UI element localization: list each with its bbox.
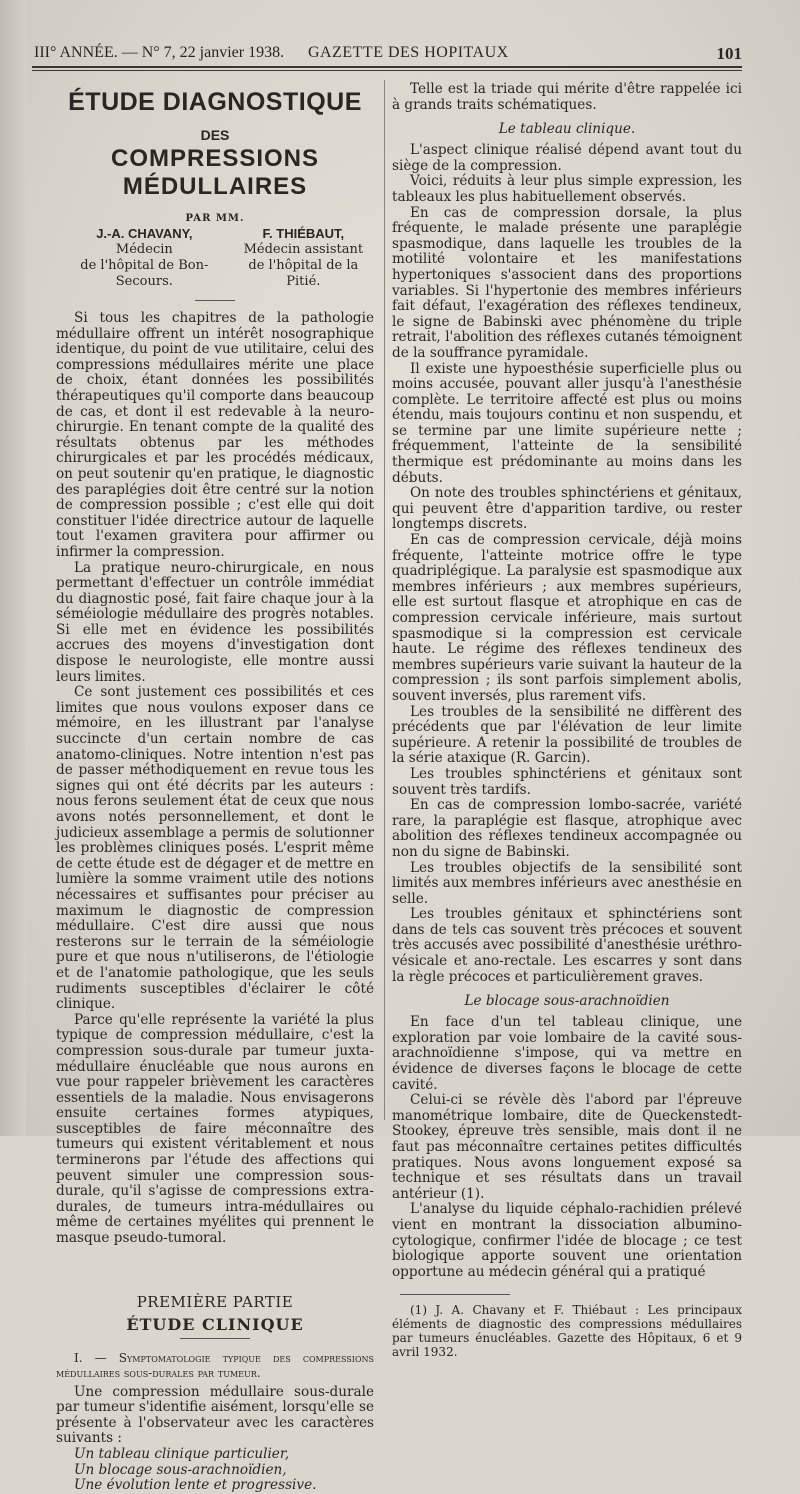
author-2-hospital: de l'hôpital de la Pitié. xyxy=(248,258,359,289)
journal-title: GAZETTE DES HOPITAUX xyxy=(308,44,509,61)
paragraph: Telle est la triade qui mérite d'être rappelée ici à grands traits schématiques. xyxy=(392,81,742,113)
paragraph: Les troubles sphinctériens et génitaux sont souvent très tardifs. xyxy=(392,765,742,798)
author-1-hospital: de l'hôpital de Bon-Secours. xyxy=(80,258,209,289)
page-number: 101 xyxy=(716,44,742,63)
paragraph: Celui-ci se révèle dès l'abord par l'épreuve manométrique lombaire, dite de Queckenstedt-Stookey, épreuve très sensible, mais dont il ne faut pas méconnaître certaines petites difficultés pratiques. Nous avons longuement exposé sa technique et ses résultats dans un travail antérieur (1). xyxy=(392,1092,742,1202)
footnote-rule xyxy=(400,1294,510,1295)
list-item: Un blocage sous-arachnoïdien, xyxy=(74,1461,287,1478)
article-subtitle: COMPRESSIONS MÉDULLAIRES xyxy=(110,145,320,200)
paragraph: Voici, réduits à leur plus simple expression, les tableaux les plus habituellement observés. xyxy=(392,173,742,205)
paragraph: La pratique neuro-chirurgicale, en nous permettant d'effectuer un contrôle immédiat du diagnostic posé, fait faire chaque jour à la séméiologie médullaire des progrès notables. Si elle met en évidence les possibilités accrues des moyens d'investigation dont dispose le neurologiste, elle montre aussi leurs limites. xyxy=(56,559,374,685)
author-1 xyxy=(56,226,233,290)
triad-list xyxy=(56,1447,374,1494)
column-divider xyxy=(384,80,385,1120)
byline-prefix: PAR MM. xyxy=(185,213,245,224)
paragraph: On note des troubles sphinctériens et génitaux, qui peuvent être d'apparition tardive, ou rester longtemps discrets. xyxy=(392,485,742,533)
separator xyxy=(180,1338,250,1339)
paragraph: En face d'un tel tableau clinique, une exploration par voie lombaire de la cavité sous-arachnoïdienne s'impose, qui va mettre en évidence de diverses façons le blocage de cette cavité. xyxy=(392,1014,742,1093)
list-item: Une évolution lente et progressive. xyxy=(74,1477,317,1494)
running-header xyxy=(30,44,742,64)
part-title: ÉTUDE CLINIQUE xyxy=(126,1314,304,1334)
header-rule-thin xyxy=(32,70,742,71)
footnote: (1) J. A. Chavany et F. Thiébaut : Les principaux éléments de diagnostic des compressions médullaires par tumeurs énucléables. Gazette des Hôpitaux, 6 et 9 avril 1932. xyxy=(392,1303,742,1360)
author-2 xyxy=(233,226,374,290)
list-item: Un tableau clinique particulier, xyxy=(74,1446,290,1462)
paragraph: En cas de compression dorsale, la plus fréquente, le malade présente une paraplégie spasmodique, dans laquelle les troubles de la motilité volontaire et les manifestations hypertoniques s'associent dans des proportions variables. Si l'hypertonie des membres inférieurs fait défaut, l'exagération des réflexes tendineux, le signe de Babinski avec phénomène du triple retrait, l'abolition des réflexes cutanés témoignent de la souffrance pyramidale. xyxy=(392,204,742,361)
paragraph: Ce sont justement ces possibilités et ces limites que nous voulons exposer dans ce mémoire, en les illustrant par l'analyse succincte d'un certain nombre de cas anatomo-cliniques. Notre intention n'est pas de passer méthodiquement en revue tous les signes qui ont été décrits par les auteurs : nous ferons seulement état de ceux que nous avons notés personnellement, et dont le judicieux assemblage a permis de solutionner les problèmes cliniques posés. L'esprit même de cette étude est de dégager et de mettre en lumière la somme vraiment utile des notions nécessaires et suffisantes pour préciser au maximum le diagnostic de compression médullaire. C'est dire aussi que nous resterons sur le terrain de la séméiologie pure et que nous n'utiliserons, de l'étiologie et de l'anatomie pathologique, que les seuls rudiments susceptibles d'éclairer le côté clinique. xyxy=(56,684,374,1013)
paragraph: Si tous les chapitres de la pathologie médullaire offrent un intérêt nosographique identique, du point de vue utilitaire, celui des compressions médullaires mérite une place de choix, étant données les possibilités thérapeutiques qu'il comporte dans beaucoup de cas, et dont il est redevable à la neuro-chirurgie. En tenant compte de la qualité des résultats obtenus par les méthodes chirurgicales et par les procédés médicaux, on peut soutenir qu'en pratique, le diagnostic des paraplégies doit être centré sur la notion de compression possible ; c'est elle qui doit constituer l'idée directrice autour de laquelle tout l'examen gravitera pour affirmer ou infirmer la compression. xyxy=(56,310,374,560)
paragraph: L'aspect clinique réalisé dépend avant tout du siège de la compression. xyxy=(392,142,742,174)
paragraph: Les troubles objectifs de la sensibilité sont limités aux membres inférieurs avec anesthésie en selle. xyxy=(392,859,742,907)
paragraph: Il existe une hypoesthésie superficielle plus ou moins accusée, pouvant aller jusqu'à l'anesthésie complète. Le territoire affecté est plus ou moins étendu, mais toujours continu et non suspendu, et se termine par une limite supérieure nette ; fréquemment, l'atteinte de la sensibilité thermique est prédominante au moins dans les débuts. xyxy=(392,360,742,486)
section-heading: I. — Symptomatologie typique des compressions médullaires sous-durales par tumeur. xyxy=(56,1350,374,1380)
left-column xyxy=(56,82,374,1494)
author-1-role: Médecin xyxy=(115,242,173,257)
part-heading: PREMIÈRE PARTIE xyxy=(136,1292,294,1311)
article-title: ÉTUDE DIAGNOSTIQUE xyxy=(68,88,362,116)
author-2-name: F. THIÉBAUT, xyxy=(262,226,345,241)
issue-info: III° ANNÉE. — N° 7, 22 janvier 1938. xyxy=(34,44,285,61)
separator xyxy=(195,300,235,301)
subheading: Le blocage sous-arachnoïdien xyxy=(464,993,670,1010)
paragraph: Les troubles génitaux et sphinctériens sont dans de tels cas souvent très précoces et souvent très accusés avec possibilité d'anesthésie uréthro-vésicale et ano-rectale. Les escarres y sont dans la règle précoces et particulièrement graves. xyxy=(392,906,742,985)
paragraph: Parce qu'elle représente la variété la plus typique de compression médullaire, c'est la compression sous-durale par tumeur juxta-médullaire énucléable que nous aurons en vue pour rappeler brièvement les caractères essentiels de la maladie. Nous envisagerons ensuite certaines formes atypiques, susceptibles de faire méconnaître des tumeurs qui existent véritablement et nous terminerons par l'étude des affections qui peuvent simuler une compression sous-durale, qu'il s'agisse de compressions extra-durales, de tumeurs intra-médullaires ou même de certaines myélites qui prennent le masque pseudo-tumoral. xyxy=(56,1011,374,1247)
authors xyxy=(56,226,374,290)
page-edge xyxy=(0,0,26,1136)
paragraph: Une compression médullaire sous-durale par tumeur s'identifie aisément, lorsqu'elle se présente à l'observateur avec les caractères suivants : xyxy=(56,1383,374,1447)
author-1-name: J.-A. CHAVANY, xyxy=(96,226,193,241)
subheading: Le tableau clinique. xyxy=(498,121,636,138)
right-column xyxy=(392,82,742,1359)
header-rule xyxy=(32,66,742,68)
paragraph: En cas de compression cervicale, déjà moins fréquente, l'atteinte motrice offre le type quadriplégique. La paralysie est spasmodique aux membres inférieurs ; aux membres supérieurs, elle est surtout flasque et atrophique en cas de compression cervicale inférieure, mais surtout spasmodique si la compression est cervicale haute. Le régime des réflexes tendineux des membres supérieurs varie suivant la hauteur de la compression ; ils sont parfois simplement abolis, souvent inversés, plus rarement vifs. xyxy=(392,532,742,704)
author-2-role: Médecin assistant xyxy=(243,242,364,257)
paragraph: Les troubles de la sensibilité ne diffèrent des précédents que par l'élévation de leur limite supérieure. A retenir la possibilité de troubles de la série ataxique (R. Garcin). xyxy=(392,703,742,767)
paragraph: En cas de compression lombo-sacrée, variété rare, la paraplégie est flasque, atrophique avec abolition des réflexes tendineux accompagnée ou non du signe de Babinski. xyxy=(392,797,742,860)
article-title-connector: DES xyxy=(200,127,230,143)
paragraph: L'analyse du liquide céphalo-rachidien prélevé vient en montrant la dissociation albumino-cytologique, confirmer l'idée de blocage ; ce test biologique apporte souvent une orientation opportune au médecin général qui a pratiqué xyxy=(392,1201,742,1280)
